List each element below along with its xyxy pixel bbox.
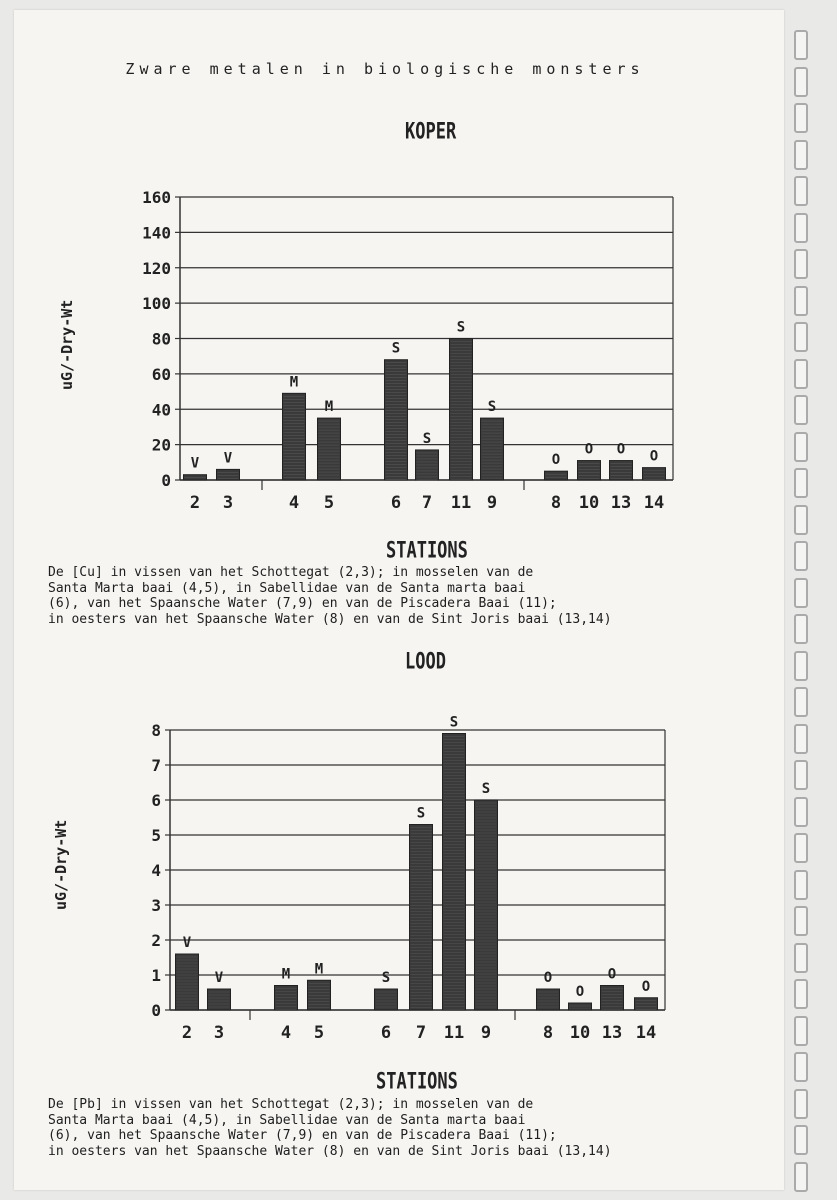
binding-hole — [794, 359, 808, 389]
y-tick-label: 5 — [151, 826, 161, 845]
x-tick-label: 10 — [569, 1023, 591, 1043]
x-tick-label: 3 — [222, 493, 234, 513]
x-tick-label: 4 — [280, 1023, 292, 1043]
binding-hole — [794, 395, 808, 425]
x-tick-label: 9 — [486, 493, 498, 513]
x-tick-label: 6 — [380, 1023, 392, 1043]
y-tick-label: 6 — [151, 791, 161, 810]
bar-label: O — [584, 441, 594, 458]
bar-label: O — [641, 978, 651, 995]
binding-hole — [794, 1162, 808, 1192]
bar-label: V — [182, 935, 192, 951]
x-tick-label: 11 — [450, 493, 472, 513]
binding-hole — [794, 176, 808, 206]
binding-hole — [794, 432, 808, 462]
binding-hole — [794, 213, 808, 243]
bar-label: S — [391, 340, 401, 357]
bar-label: S — [422, 430, 432, 447]
binding-hole — [794, 468, 808, 498]
binding-hole — [794, 797, 808, 827]
y-tick-label: 40 — [151, 400, 171, 420]
binding-hole — [794, 943, 808, 973]
bar-label: M — [281, 966, 291, 983]
bar-label: O — [616, 441, 626, 458]
bar-label: V — [223, 450, 233, 467]
bar-label: V — [214, 970, 224, 986]
y-tick-label: 60 — [151, 364, 171, 384]
x-tick-label: 9 — [480, 1023, 492, 1043]
y-tick-label: 4 — [151, 861, 161, 880]
bar-label: M — [289, 374, 299, 391]
bar-label: O — [551, 452, 561, 469]
bar-label: V — [190, 455, 200, 472]
x-tick-label: 5 — [323, 493, 335, 513]
binding-hole — [794, 614, 808, 644]
bar-label: O — [543, 970, 553, 986]
caption-lood: De [Pb] in vissen van het Schottegat (2,3); in mosselen van de Santa Marta baai (4,5), in Sabellidae van de Santa marta baai (6), van het Spaansche Water (7,9) en van de Piscadera Baai (11); in oesters van het Spaansche Water (8) en van de Sint Joris baai (13,14) — [48, 1097, 612, 1159]
y-tick-label: 0 — [161, 471, 171, 490]
y-axis-label-koper: uG/-Dry-Wt — [58, 299, 76, 390]
binding-holes — [794, 30, 810, 1190]
binding-hole — [794, 906, 808, 936]
page-title: Zware metalen in biologische monsters — [125, 60, 645, 78]
y-tick-label: 3 — [151, 896, 161, 915]
x-tick-label: 14 — [635, 1023, 657, 1043]
x-axis-label-lood: STATIONS — [376, 1069, 458, 1095]
binding-hole — [794, 724, 808, 754]
bar-label: S — [416, 805, 426, 822]
y-tick-label: 7 — [151, 756, 161, 775]
x-tick-label: 7 — [421, 493, 433, 513]
x-tick-label: 13 — [610, 493, 632, 513]
y-tick-label: 2 — [151, 931, 161, 950]
binding-hole — [794, 30, 808, 60]
y-tick-label: 1 — [151, 966, 161, 985]
binding-hole — [794, 140, 808, 170]
chart-title-koper: KOPER — [405, 119, 457, 145]
x-tick-label: 2 — [189, 493, 201, 513]
binding-hole — [794, 322, 808, 352]
binding-hole — [794, 760, 808, 790]
binding-hole — [794, 249, 808, 279]
y-tick-label: 8 — [151, 721, 161, 740]
y-tick-label: 160 — [142, 188, 171, 207]
bar-label: S — [487, 399, 497, 416]
bar-label: S — [456, 319, 466, 336]
binding-hole — [794, 870, 808, 900]
x-tick-label: 6 — [390, 493, 402, 513]
bar-label: O — [649, 448, 659, 465]
y-tick-label: 140 — [142, 223, 171, 243]
x-axis-label-koper: STATIONS — [386, 538, 468, 564]
binding-hole — [794, 541, 808, 571]
chart-title-lood: LOOD — [405, 649, 446, 675]
binding-hole — [794, 67, 808, 97]
x-tick-label: 8 — [542, 1023, 554, 1043]
binding-hole — [794, 651, 808, 681]
bar-label: M — [324, 399, 334, 416]
x-tick-label: 3 — [213, 1023, 225, 1043]
y-tick-label: 80 — [151, 329, 171, 349]
x-tick-label: 2 — [181, 1023, 193, 1043]
binding-hole — [794, 286, 808, 316]
binding-hole — [794, 687, 808, 717]
bar-label: S — [381, 970, 391, 986]
x-tick-label: 4 — [288, 493, 300, 513]
binding-hole — [794, 1052, 808, 1082]
y-axis-label-lood: uG/-Dry-Wt — [52, 819, 70, 910]
bar-label: M — [314, 961, 324, 978]
x-tick-label: 14 — [643, 493, 665, 513]
y-tick-label: 100 — [142, 294, 171, 314]
binding-hole — [794, 833, 808, 863]
x-tick-label: 7 — [415, 1023, 427, 1043]
bar-label: O — [607, 966, 617, 983]
x-tick-label: 10 — [578, 493, 600, 513]
binding-hole — [794, 103, 808, 133]
y-tick-label: 120 — [142, 258, 171, 278]
x-tick-label: 8 — [550, 493, 562, 513]
binding-hole — [794, 1089, 808, 1119]
x-tick-label: 5 — [313, 1023, 325, 1043]
bar-label: S — [449, 714, 459, 731]
binding-hole — [794, 1016, 808, 1046]
binding-hole — [794, 578, 808, 608]
binding-hole — [794, 979, 808, 1009]
x-tick-label: 11 — [443, 1023, 465, 1043]
y-tick-label: 20 — [151, 435, 171, 455]
x-tick-label: 13 — [601, 1023, 623, 1043]
binding-hole — [794, 1125, 808, 1155]
y-tick-label: 0 — [151, 1001, 161, 1020]
bar-label: S — [481, 781, 491, 797]
bar-label: O — [575, 984, 585, 1000]
caption-koper: De [Cu] in vissen van het Schottegat (2,3); in mosselen van de Santa Marta baai (4,5), in Sabellidae van de Santa marta baai (6), van het Spaansche Water (7,9) en van de Piscadera Baai (11); in oesters van het Spaansche Water (8) en van de Sint Joris baai (13,14) — [48, 565, 612, 627]
binding-hole — [794, 505, 808, 535]
